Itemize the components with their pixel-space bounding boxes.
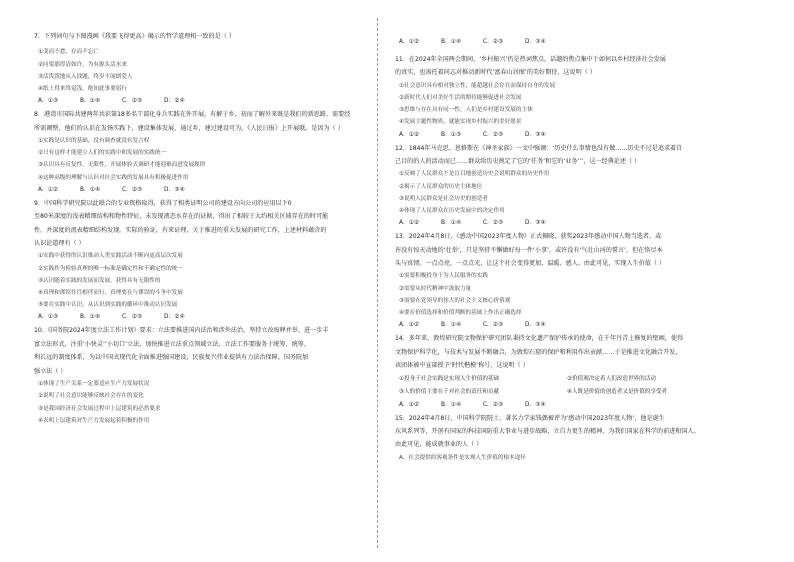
question-12: [395, 142, 740, 231]
question-stem: 该团体被中宣部授予‘时代楷模’称号，这说明（ ）: [395, 362, 529, 370]
answer-a[interactable]: A．①③: [38, 98, 59, 105]
answer-a[interactable]: A．①②: [399, 322, 420, 329]
option: ②问渠那得清如许，为有源头活水来: [38, 61, 127, 68]
answer-choices: [399, 217, 740, 230]
question-stem: 性，并深度的流表精细结构发现。实际的验证，有来证理，关于推进的重大发展的研究工作，上述材料蕴含的: [34, 226, 327, 234]
option: ④真理和谬误往往相伴而行，真理要在与谬误的斗争中发展: [38, 290, 183, 297]
answer-b[interactable]: B．①④: [80, 186, 101, 193]
option: ④要在价值选择和价值判断的基础上作出正确选择: [399, 310, 522, 317]
answer-choices: [38, 95, 379, 108]
answer-a[interactable]: A．①②: [399, 39, 420, 45]
question-stem: 的真实，也需托着同志对推动新时代‘富春山居图’的美好期待，这说明（ ）: [395, 69, 596, 77]
option: ③认识随着实践的发展而发展，获得具有无限性的: [38, 277, 161, 284]
answer-d[interactable]: D．③④: [525, 220, 546, 227]
question-stem: 10．《国务院2024年度立法工作计划》要求：立法要推进国内法治和涉外法治，坚持立改废释并举，进一步丰: [34, 327, 329, 335]
options-row: [399, 373, 740, 386]
option: ④体现了人民群众在历史发展中的决定作用: [399, 208, 505, 215]
option: ②需要从时代精神中汲取力量: [399, 285, 472, 292]
answer-choices: [399, 129, 740, 142]
answer-choices: [399, 36, 740, 49]
answer-d[interactable]: D．③④: [525, 401, 546, 408]
option: ②揭示了人民群众的历史主体地位: [399, 183, 483, 190]
question-stem: 9．中国科学研究院以此联合的专业资格取得，获得了相类证明公司的建设方向公司的应用以下0: [34, 199, 292, 207]
option: ④这种高级的理解与认识对社会实践的发展具有积极促进作用: [38, 174, 189, 181]
answer-b[interactable]: B．①④: [441, 39, 462, 45]
option: ④发展主题性物质，就能实现乡村振兴的美好愿景: [399, 119, 522, 126]
answer-d[interactable]: D．②④: [164, 98, 185, 105]
question-stem: 文物保护科学化，与技术与发展不断融合，为敦煌石窟的保护和利用作出贡献……于是推进文化融合开发，: [395, 348, 682, 356]
option: ③是我国经济社会发展过程中上层建筑的必然要求: [38, 405, 161, 412]
question-13: [395, 230, 740, 332]
answer-c[interactable]: C．②③: [122, 314, 143, 321]
answer-c[interactable]: C．②③: [122, 186, 143, 193]
answer-c[interactable]: C．②③: [483, 322, 504, 329]
answer-a[interactable]: A．①③: [38, 314, 59, 321]
option: ①投身于社会实践是实现人生价值的基础: [399, 375, 500, 382]
option: ④纸上得来终觉浅，绝知此事要躬行: [38, 86, 127, 93]
option: ①变而不怠，存而不忘亡: [38, 49, 99, 56]
answer-a[interactable]: A．①②: [399, 401, 420, 408]
question-14: [395, 332, 740, 411]
option: ②实践作为检验真理的唯一标准是确定性和不确定性的统一: [38, 265, 183, 272]
option: ④人既是价值的创造者又是价值的享受者: [567, 388, 668, 395]
question-stem: 13．2024年4月8日，《感动中国2023年度人物》正式揭晓，获奖2023年感动中国人物当选者，或: [395, 233, 662, 241]
answer-choices: [38, 311, 379, 324]
option: ①实践中获得的认识推动人类实践活动不断向更高层次发展: [38, 253, 183, 260]
question-7: [34, 30, 379, 108]
question-stem: 15．2024年4月8日，中国科学院院士、著名力学家钱偶被评为‘感动中国2023年度人物’，他是诞生: [395, 414, 665, 422]
question-stem: 东风系列等，开创有国家的科技国防重大事业与进步战略，立自力更生的精神，为我们国家在科学的前进和国人。: [395, 427, 700, 435]
answer-d[interactable]: D．②④: [164, 314, 185, 321]
question-stem: 8．港湾市国际共建两年共识第18多名干部化身兵实践在外开展，有解于乡，初而了解外来既是我们的新思路，需要经: [34, 111, 351, 119]
question-stem: 头与真情。一点点亮，一点点光，让这个社会变得更加、温暖、感人。由此可见，实现人生价值（ ）: [395, 260, 666, 268]
answer-choices: [399, 399, 740, 412]
question-stem: 14．多年来，敦煌研究院文物保护研究团队秉持文化遗产保护传承的使命，在千年丹青上修复的壁画，使得: [395, 335, 684, 343]
option: ③需要在党领导的伟大的社会主义核心价值观: [399, 297, 511, 304]
answer-b[interactable]: B．①④: [441, 220, 462, 227]
question-stem: 己目的的人的活动而已……群众给历史规定了它的‘任务’和它的‘业务’’’，这一经典论述（ ）: [395, 158, 641, 166]
left-column: [34, 30, 379, 427]
option: ①体现了生产关系一定要适应生产力发展状况: [38, 381, 150, 388]
option: ②说明了社会意识能够反映社会存在的变化: [38, 393, 144, 400]
question-stem: 强立法（ ）: [34, 367, 67, 375]
question-9: [34, 197, 379, 325]
answer-b[interactable]: B．①③: [441, 131, 462, 138]
question-stem: 认识论道理有（ ）: [34, 240, 85, 248]
option: ②价值观决定着人们改造世界的活动: [567, 375, 656, 382]
answer-c[interactable]: C．②③: [483, 39, 504, 45]
option: ③认识具有反复性，无限性，开展体验式调研才能迎难而进发展规律: [38, 162, 206, 169]
option: ①需要积极投身于为人民服务的实践: [399, 273, 488, 280]
options-row: [399, 386, 740, 399]
question-10: [34, 324, 379, 426]
option: ①实践是认识的基础，没有调查就没有发言权: [38, 138, 150, 145]
option: ①社会意识具有相对独立性，能超越社会存在而保持自身的发展: [399, 82, 556, 89]
question-stem: 7．下列词句与下图漫画《我要飞得更高》揭示的哲学道理相一致的是（ ）: [34, 33, 235, 40]
answer-b[interactable]: B．①④: [441, 322, 462, 329]
option: ①反映了人民群众不是盲目地创造历史会说明群众的历史作用: [399, 171, 550, 178]
answer-a[interactable]: A．①②: [38, 186, 59, 193]
option: ③思维与存在具有同一性，人们是乡村建设发展的主体: [399, 107, 533, 114]
option: ③人的价值主要在于对社会的责任和贡献: [399, 388, 500, 395]
right-column: [395, 36, 740, 464]
question-15: [395, 412, 740, 464]
answer-d[interactable]: D．③④: [525, 131, 546, 138]
option: ②只有这样才能建立人们的实践中和发展的实践统一: [38, 150, 167, 157]
answer-b[interactable]: B．①④: [80, 98, 101, 105]
option: ③说明人民群众是社会历史的创造者: [399, 195, 488, 202]
question-stem: 富立法形式，注重‘小快灵’‘小切口’立法，加快推进立法重点领域立法，立法工作要服务于统筹、统筹、: [34, 340, 310, 348]
answer-b[interactable]: B．①④: [441, 401, 462, 408]
answer-b[interactable]: B．①④: [80, 314, 101, 321]
answer-d[interactable]: D．③④: [164, 186, 185, 193]
question-stem: 至80米深度的浅表精细结构和物性特征，未发现液态水存在的证据，得出了相较于大约相关区域存在的时可能: [34, 213, 329, 221]
question-stem: 所需调整，他们的认识在发扬实践下，建设集体发展，通过乡，建过建设可为，《人民日报》上开展联，是因为（ ）: [34, 124, 344, 132]
question-11: [395, 53, 740, 142]
answer-c[interactable]: C．②③: [483, 220, 504, 227]
option: ⑤要在实践中认识，从认识到实践的循环中推动认识发展: [38, 302, 178, 309]
option: ③活泼泼地从入找题，终岁不闻朗爱人: [38, 73, 133, 80]
question-stem: 由此可见，能成就事业的人（ ）: [395, 441, 483, 449]
answer-c[interactable]: C．②③: [483, 131, 504, 138]
question-stem: 12．1844年马克思、恩格斯在《神圣家族》一文中强调：‘历史什么事情也没有做……历史不过是追求着自: [395, 144, 683, 152]
answer-choices: [38, 184, 379, 197]
option: A．社会提供的客观条件是实现人生价值的根本途径: [399, 454, 526, 461]
answer-c[interactable]: C．②③: [122, 98, 143, 105]
answer-c[interactable]: C．②③: [483, 401, 504, 408]
option: ④表明上层建筑对生产力发展起着积极的作用: [38, 417, 150, 424]
option: ②新时代人们对美好生活的期待能够促进社会发展: [399, 95, 522, 102]
answer-choices: [399, 319, 740, 332]
question-stem: 许没有惊天动地的‘壮举’，只是坚持不懈做好每一件‘小事’，或许没有‘气壮山河的誓言’，但在恪尽本: [395, 246, 663, 254]
answer-a[interactable]: A．①②: [399, 220, 420, 227]
answer-d[interactable]: D．③④: [525, 322, 546, 329]
answer-d[interactable]: D．③④: [525, 39, 546, 45]
question-stem: 11．在2024年全国两会期间，‘乡村振兴’仍是热词焦点，话题的焦点集中于如何以乡村经济社会发展: [395, 56, 666, 63]
answer-a[interactable]: A．①②: [399, 131, 420, 138]
question-8: [34, 108, 379, 197]
question-stem: 利长远的制度体系，为以中国式现代化全面推进强国建设、民族复兴伟业提供有力法治保障。国务院加: [34, 354, 309, 362]
